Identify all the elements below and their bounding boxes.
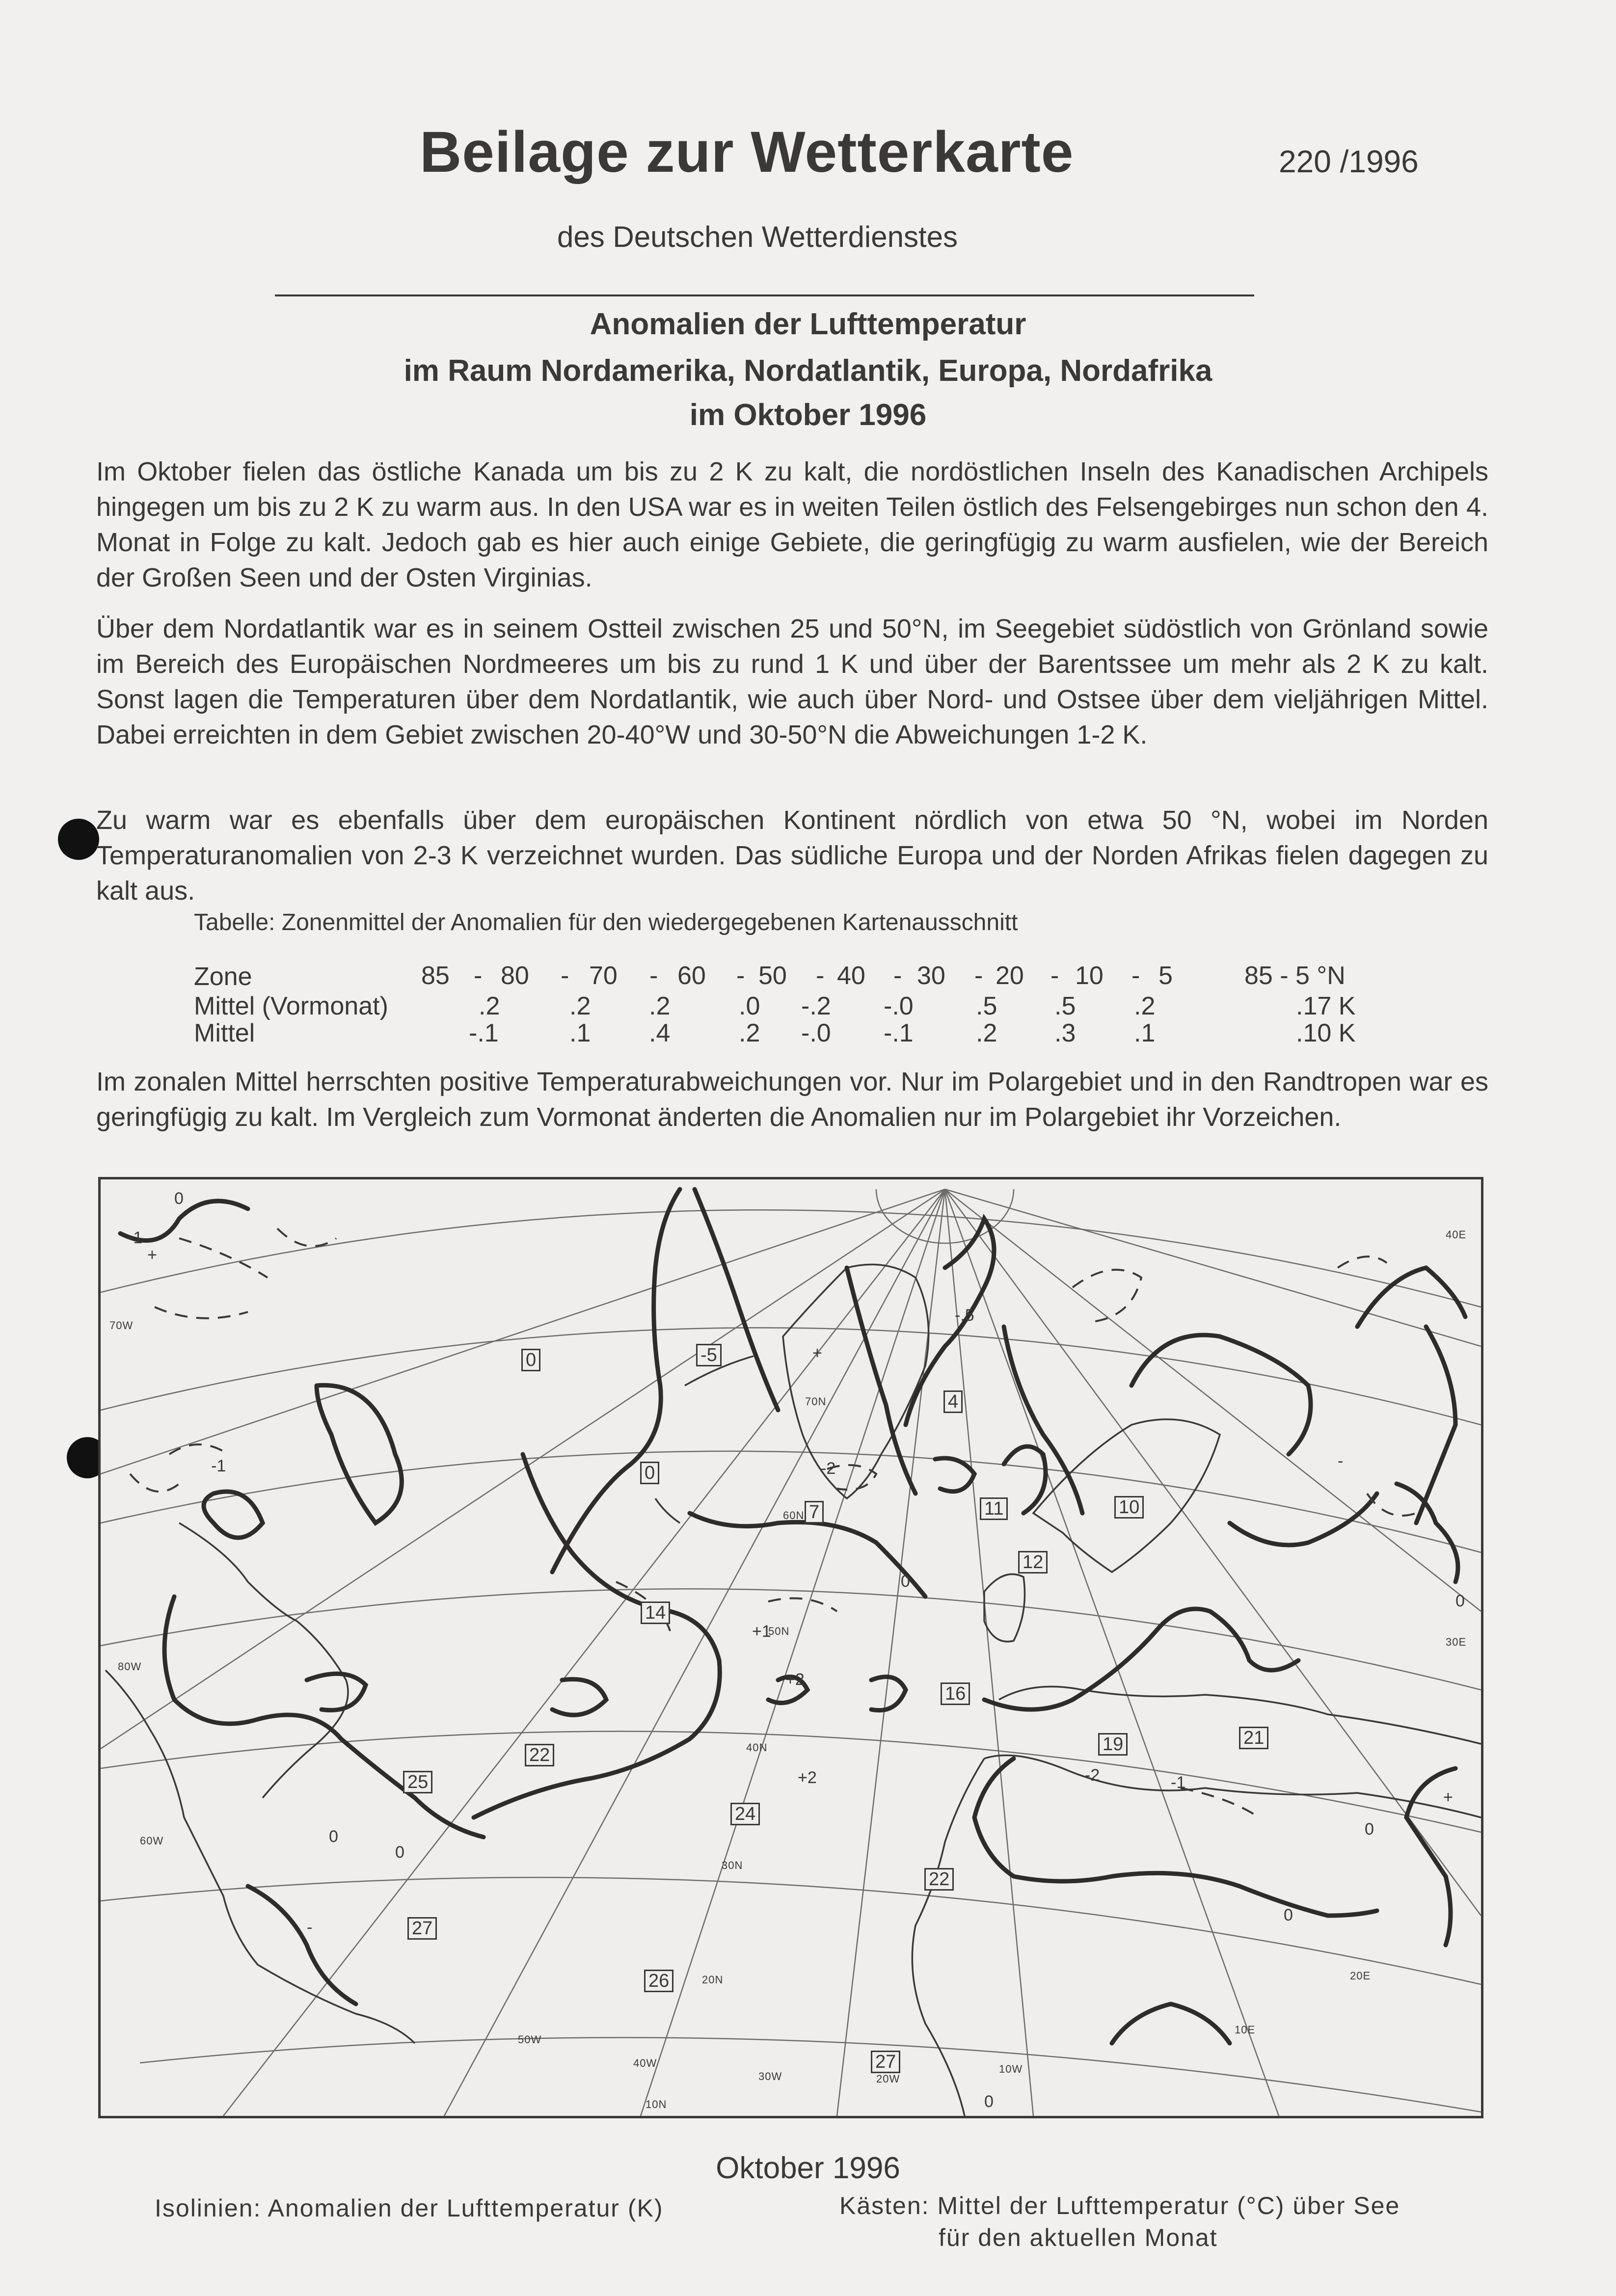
grid-label: 20E — [1350, 1970, 1371, 1982]
isoline-label: -1 — [1171, 1773, 1186, 1792]
table-cell: .4 — [649, 1019, 671, 1047]
isoline — [695, 1189, 778, 1410]
table-zone-value: 85 — [421, 961, 450, 990]
isoline-label: 0 — [174, 1189, 184, 1208]
table-caption: Tabelle: Zonenmittel der Anomalien für den wiedergegebenen Kartenausschnitt — [194, 909, 1018, 935]
grid-label: 60W — [140, 1835, 164, 1847]
latitude-grid — [101, 1210, 1481, 2112]
latitude-line — [140, 2037, 1481, 2112]
table-cell: .1 — [569, 1019, 591, 1047]
table-cell: -.0 — [884, 992, 914, 1020]
issue-number: 220 /1996 — [1279, 144, 1419, 179]
dashed-isoline — [155, 1307, 248, 1318]
temperature-box: 16 — [941, 1682, 970, 1705]
table-cell: -.1 — [469, 1019, 499, 1047]
isoline-label: -1 — [211, 1457, 226, 1475]
table-cell: .2 — [976, 1019, 997, 1047]
isoline — [935, 1458, 974, 1492]
latitude-line — [101, 1328, 1481, 1425]
isoline — [984, 1609, 1298, 1709]
isoline-label: -1 — [128, 1228, 143, 1247]
temperature-box: 27 — [871, 2051, 900, 2073]
section-heading-line-1: Anomalien der Lufttemperatur — [590, 307, 1026, 341]
publisher-subtitle: des Deutschen Wetterdienstes — [557, 220, 958, 253]
temperature-box: 22 — [525, 1744, 554, 1766]
table-cell: .1 — [1134, 1019, 1156, 1047]
isoline-label: +2 — [785, 1670, 805, 1689]
isoline-label: + — [812, 1344, 822, 1362]
temperature-box: 26 — [644, 1970, 673, 1992]
section-heading-line-2: im Raum Nordamerika, Nordatlantik, Europa, Nordafrika — [404, 354, 1212, 388]
table-zone-label: Zone — [194, 962, 252, 991]
map-caption-month: Oktober 1996 — [716, 2151, 900, 2185]
temperature-box: 27 — [407, 1917, 437, 1940]
coastline-americas — [106, 1670, 415, 2043]
temperature-box: 4 — [943, 1390, 963, 1413]
temperature-box: 25 — [403, 1771, 432, 1793]
isoline — [1004, 1446, 1046, 1513]
isoline-label: 0 — [1365, 1820, 1374, 1839]
temperature-box: 14 — [641, 1602, 670, 1624]
table-cell: .2 — [569, 992, 591, 1020]
table-zone-total: 85 - 5 °N — [1244, 961, 1346, 990]
table-zone-value: 30 — [917, 961, 945, 990]
isoline-label: -2 — [821, 1459, 836, 1478]
table-zone-value: - — [816, 961, 825, 990]
table-cell: -.1 — [884, 1019, 914, 1047]
table-zone-value: 70 — [589, 961, 618, 990]
table-zone-value: - — [736, 961, 745, 990]
table-zone-value: - — [649, 961, 658, 990]
table-zone-value: 80 — [501, 961, 529, 990]
isoline-label: -.5 — [955, 1306, 974, 1325]
temperature-box: 10 — [1114, 1496, 1144, 1519]
table-row-total: .17 K — [1296, 992, 1356, 1020]
table-zone-value: 5 — [1158, 961, 1173, 990]
dashed-isoline — [1073, 1270, 1141, 1322]
dashed-isoline — [277, 1228, 336, 1246]
temperature-box: 0 — [640, 1462, 659, 1484]
table-row-label: Mittel — [194, 1019, 255, 1047]
isoline — [1131, 1335, 1311, 1454]
temperature-box: -5 — [696, 1344, 722, 1366]
table-cell: .5 — [976, 992, 997, 1020]
coastline-north-africa — [984, 1755, 1481, 1817]
isoline-label: -2 — [1085, 1766, 1100, 1785]
dashed-isoline — [1338, 1256, 1387, 1268]
isoline-label: 0 — [395, 1843, 404, 1862]
isoline-label: + — [1443, 1788, 1453, 1807]
isoline — [552, 1189, 680, 1572]
isoline — [690, 1513, 925, 1597]
table-row-total: .10 K — [1296, 1019, 1356, 1047]
grid-label: 30W — [758, 2070, 782, 2082]
table-cell: -.0 — [801, 1019, 831, 1047]
isoline — [847, 1268, 916, 1494]
isoline-label: - — [1338, 1452, 1344, 1470]
isoline — [164, 1597, 484, 1837]
table-zone-value: 40 — [837, 961, 865, 990]
table-zone-value: 10 — [1075, 961, 1104, 990]
meridian-line — [945, 1189, 1481, 1346]
grid-label: 10N — [646, 2098, 667, 2110]
table-zone-value: 50 — [758, 961, 787, 990]
temperature-box: 24 — [730, 1803, 760, 1825]
latitude-line — [101, 1451, 1481, 1552]
grid-label: 40N — [746, 1741, 768, 1754]
dashed-isoline — [169, 1444, 228, 1454]
grid-label: 70N — [805, 1395, 827, 1408]
paragraph-europe: Zu warm war es ebenfalls über dem europäischen Kontinent nördlich von etwa 50 °N, wobei im Norden Temperaturanomalien von 2-3 K verzeichnet wurden. Das südliche Europa und der Norden Afrikas fielen dagegen zu kalt aus. — [96, 805, 1488, 906]
isoline-label: 0 — [329, 1827, 338, 1846]
table-cell: .2 — [479, 992, 500, 1020]
table-cell: -.2 — [801, 992, 831, 1020]
isoline — [1416, 1327, 1455, 1523]
isoline-label: 0 — [901, 1572, 910, 1591]
dashed-isoline — [130, 1474, 179, 1492]
latitude-line — [101, 1732, 1481, 1832]
anomaly-map — [98, 1177, 1483, 2118]
table-zone-value: - — [1131, 961, 1140, 990]
temperature-box: 12 — [1018, 1551, 1048, 1574]
coastlines — [106, 1264, 1481, 2116]
table-zone-value: - — [893, 961, 902, 990]
isoline-label: 0 — [1284, 1906, 1293, 1924]
temperature-box: 0 — [521, 1349, 540, 1371]
paragraph-north-america: Im Oktober fielen das östliche Kanada um bis zu 2 K zu kalt, die nordöstlichen Inseln des Kanadischen Archipels hingegen um bis zu 2 K zu warm aus. In den USA war es in weiten Teilen östlich des Felsengebirges nun schon den 4. Monat in Folge zu kalt. Jedoch gab es hier auch einige Gebiete, die geringfügig zu warm ausfielen, wie der Bereich der Großen Seen und der Osten Virginias. — [96, 457, 1488, 592]
table-zone-value: - — [474, 961, 483, 990]
coastline-british-isles — [984, 1574, 1025, 1641]
grid-label: 50N — [768, 1625, 790, 1637]
isolines-solid — [120, 1189, 1465, 2043]
coastline-west-africa — [912, 1759, 984, 2116]
table-cell: .3 — [1054, 1019, 1076, 1047]
isoline-label: +1 — [752, 1622, 771, 1641]
table-zone-value: - — [974, 961, 983, 990]
meridian-line — [101, 1189, 945, 1749]
latitude-line — [101, 1210, 1481, 1307]
legend-isolines: Isolinien: Anomalien der Lufttemperatur (K) — [155, 2194, 664, 2222]
isoline — [307, 1674, 366, 1710]
grid-label: 70W — [109, 1319, 134, 1332]
temperature-box: 21 — [1239, 1727, 1268, 1749]
grid-label: 20W — [876, 2073, 900, 2085]
isoline — [1112, 2004, 1230, 2043]
isoline — [204, 1492, 263, 1538]
isoline-label: +2 — [798, 1768, 817, 1787]
grid-label: 30E — [1446, 1636, 1467, 1648]
table-cell: .5 — [1054, 992, 1076, 1020]
isoline — [1230, 1494, 1377, 1545]
isoline-label: - — [307, 1918, 313, 1937]
isoline — [317, 1385, 402, 1523]
grid-label: 60N — [783, 1509, 805, 1522]
table-cell: .0 — [739, 992, 760, 1020]
grid-label: 40E — [1446, 1228, 1467, 1241]
page-title: Beilage zur Wetterkarte — [420, 120, 1074, 185]
isoline — [871, 1677, 906, 1710]
coastline-north-america-east — [179, 1523, 348, 1798]
section-heading-line-3: im Oktober 1996 — [689, 398, 927, 432]
table-zone-value: - — [1050, 961, 1059, 990]
map-drawing — [101, 1179, 1481, 2116]
table-cell: .2 — [1134, 992, 1156, 1020]
grid-label: 30N — [722, 1859, 743, 1871]
isoline-label: + — [147, 1246, 157, 1264]
header-divider — [275, 294, 1254, 296]
legend-boxes: Kästen: Mittel der Lufttemperatur (°C) über See — [839, 2192, 1401, 2219]
table-cell: .2 — [739, 1019, 760, 1047]
table-zone-value: - — [561, 961, 569, 990]
isoline — [1357, 1268, 1465, 1327]
isoline — [248, 1886, 356, 2004]
meridian-line — [223, 1189, 945, 2116]
isoline-label: 0 — [984, 2092, 994, 2111]
grid-label: 20N — [702, 1974, 724, 1986]
temperature-box: 7 — [805, 1501, 824, 1523]
temperature-box: 22 — [924, 1868, 954, 1891]
table-row-label: Mittel (Vormonat) — [194, 992, 388, 1020]
temperature-box: 19 — [1098, 1733, 1128, 1756]
table-zone-value: 20 — [996, 961, 1024, 990]
isoline-label: 0 — [1455, 1592, 1465, 1610]
meridian-line — [101, 1189, 945, 1474]
punch-hole — [58, 819, 99, 860]
isoline — [552, 1679, 606, 1715]
grid-label: 80W — [118, 1660, 142, 1673]
meridian-line — [945, 1189, 1279, 2116]
table-zone-value: 60 — [677, 961, 706, 990]
table-cell: .2 — [649, 992, 671, 1020]
paragraph-north-atlantic: Über dem Nordatlantik war es in seinem Ostteil zwischen 25 und 50°N, im Seegebiet südöstlich von Grönland sowie im Bereich des Europäischen Nordmeeres um bis zu rund 1 K und über der Barentssee um mehr als 2 K zu kalt. Sonst lagen die Temperaturen über dem Nordatlantik, wie auch über Nord- und Ostsee über dem vieljährigen Mittel. Dabei erreichten in dem Gebiet zwischen 20-40°W und 30-50°N die Abweichungen 1-2 K. — [96, 614, 1488, 749]
grid-label: 10E — [1235, 2024, 1256, 2036]
grid-label: 10W — [999, 2063, 1023, 2075]
grid-label: 50W — [518, 2033, 542, 2046]
legend-boxes-continued: für den aktuellen Monat — [939, 2224, 1218, 2251]
temperature-box: 11 — [980, 1497, 1008, 1520]
dashed-isoline — [768, 1598, 837, 1611]
paragraph-zonal-mean: Im zonalen Mittel herrschten positive Temperaturabweichungen vor. Nur im Polargebiet und in den Randtropen war es geringfügig zu kalt. Im Vergleich zum Vormonat änderten die Anomalien nur im Polargebiet ihr Vorzeichen. — [96, 1067, 1488, 1132]
grid-label: 40W — [633, 2057, 657, 2069]
